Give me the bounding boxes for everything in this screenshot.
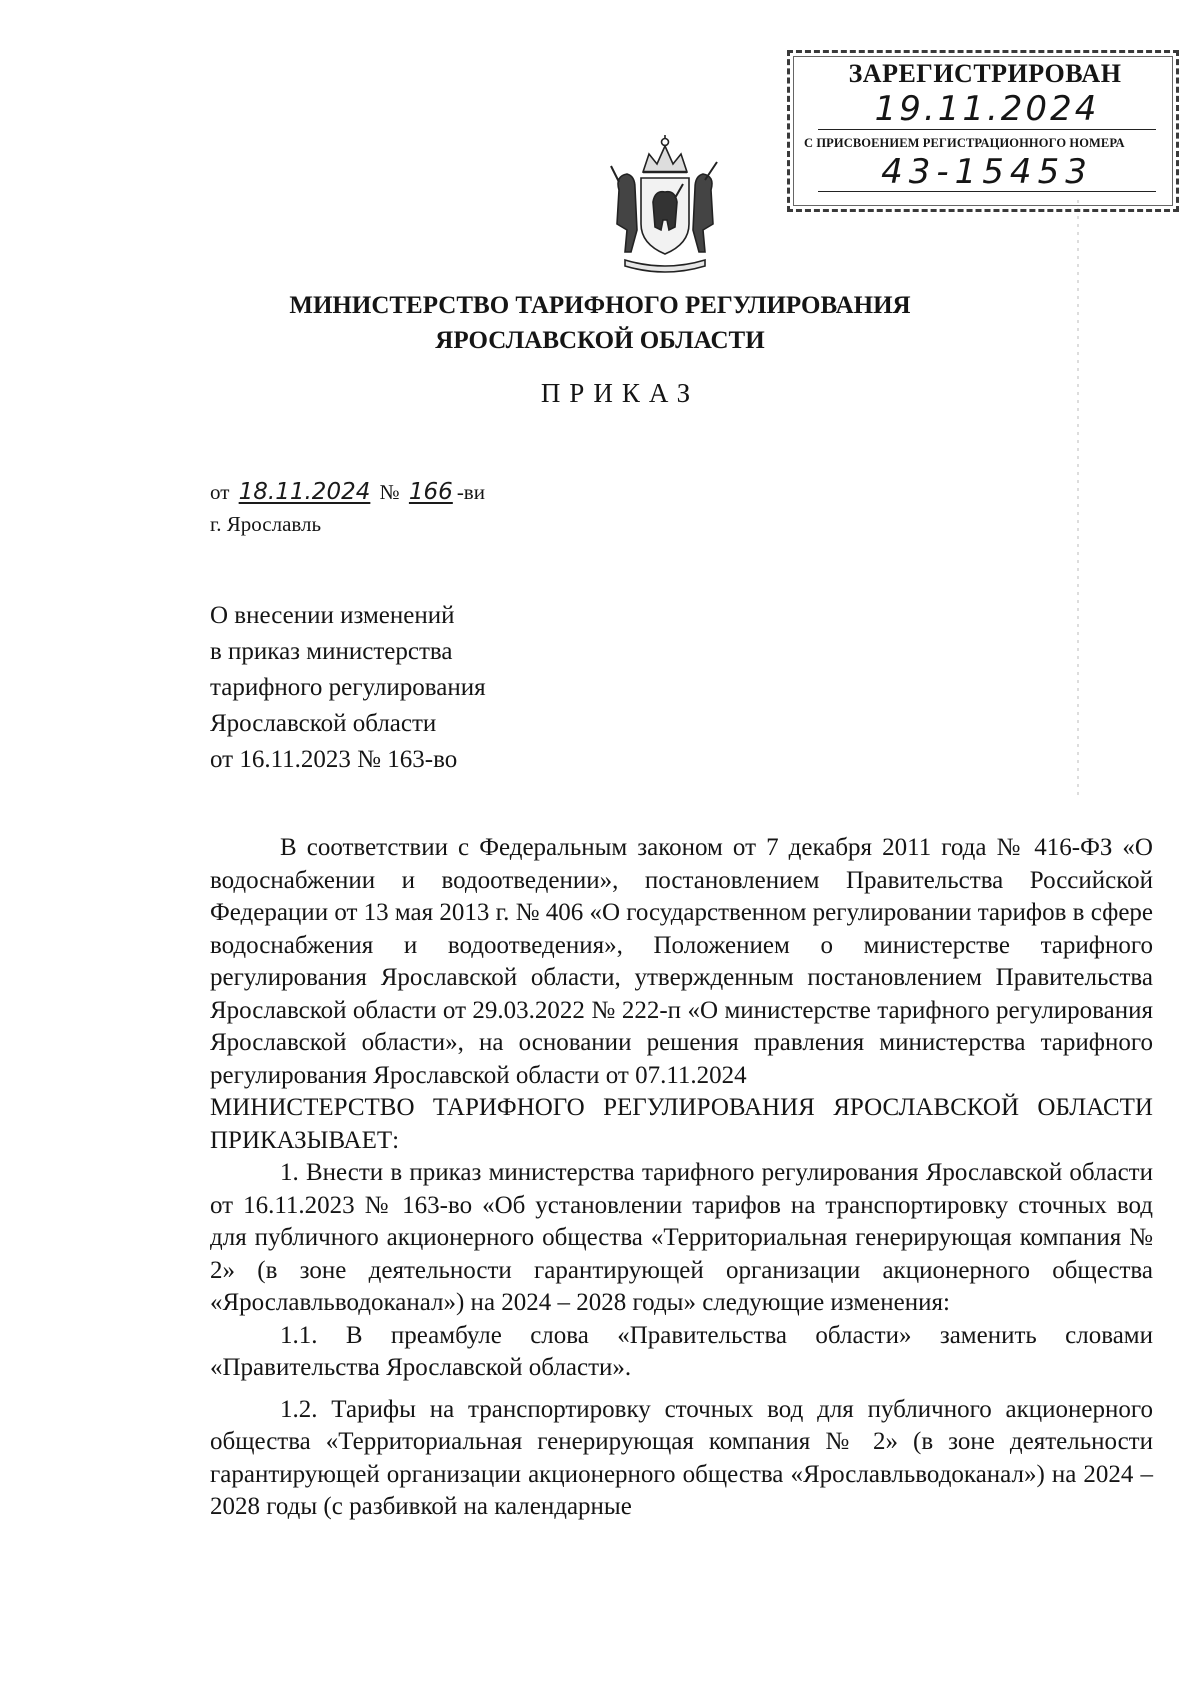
order-date-number-line (210, 476, 485, 508)
city: г. Ярославль (210, 512, 322, 536)
subject-line: в приказ министерства (210, 638, 453, 665)
coat-of-arms-emblem (605, 132, 725, 282)
stamp-title: ЗАРЕГИСТРИРОВАН (848, 59, 1122, 88)
order-number: 166 (408, 479, 453, 505)
from-label: от (210, 480, 230, 504)
item-1-1: 1.1. В преамбуле слова «Правительства области» заменить словами «Правительства Ярославской области». (210, 1321, 1153, 1381)
item-1-2: 1.2. Тарифы на транспортировку сточных вод для публичного акционерного общества «Территориальная генерирующая компания № 2» (в зоне деятельности гарантирующей организации акционерного общества «Ярославльводоканал») на 2024 – 2028 годы (с разбивкой на календарные (210, 1395, 1153, 1520)
registration-stamp (787, 50, 1179, 212)
order-meta (210, 476, 485, 540)
number-label: № (379, 480, 400, 504)
preamble-paragraph: В соответствии с Федеральным законом от 7 декабря 2011 года № 416-ФЗ «О водоснабжении и водоотведении», постановлением Правительства Российской Федерации от 13 мая 2013 г. № 406 «О государственном регулировании тарифов в сфере водоснабжения и водоотведения», Положением о министерстве тарифного регулирования Ярославской области, утвержденным постановлением Правительства Ярославской области от 29.03.2022 № 222-п «О министерстве тарифного регулирования Ярославской области», на основании решения правления министерства тарифного регулирования Ярославской области от 07.11.2024 (210, 834, 1154, 1089)
document-type: ПРИКАЗ (540, 378, 700, 408)
orders-statement: МИНИСТЕРСТВО ТАРИФНОГО РЕГУЛИРОВАНИЯ ЯРОСЛАВСКОЙ ОБЛАСТИ ПРИКАЗЫВАЕТ: (210, 1094, 1153, 1154)
organization-header (0, 288, 1200, 358)
subject-line: О внесении изменений (210, 602, 455, 629)
stamp-caption: С ПРИСВОЕНИЕМ РЕГИСТРАЦИОННОГО НОМЕРА (804, 136, 1125, 150)
subject-line: Ярославской области (210, 710, 437, 737)
stamp-handwritten-date: 19.11.2024 (818, 89, 1156, 130)
organization-line-1: МИНИСТЕРСТВО ТАРИФНОГО РЕГУЛИРОВАНИЯ (289, 292, 911, 319)
order-number-suffix: -ви (456, 480, 485, 504)
organization-line-2: ЯРОСЛАВСКОЙ ОБЛАСТИ (435, 327, 765, 354)
stamp-handwritten-number: 43-15453 (818, 151, 1156, 192)
order-body (210, 832, 1153, 1524)
order-subject (210, 598, 486, 778)
subject-line: тарифного регулирования (210, 674, 486, 701)
order-date: 18.11.2024 (238, 479, 371, 505)
item-1: 1. Внести в приказ министерства тарифного регулирования Ярославской области от 16.11.2023 № 163-во «Об установлении тарифов на транспортировку сточных вод для публичного акционерного общества «Территориальная генерирующая компания № 2» (в зоне деятельности гарантирующей организации акционерного общества «Ярославльводоканал») на 2024 – 2028 годы» следующие изменения: (210, 1159, 1153, 1316)
subject-line: от 16.11.2023 № 163-во (210, 746, 458, 773)
